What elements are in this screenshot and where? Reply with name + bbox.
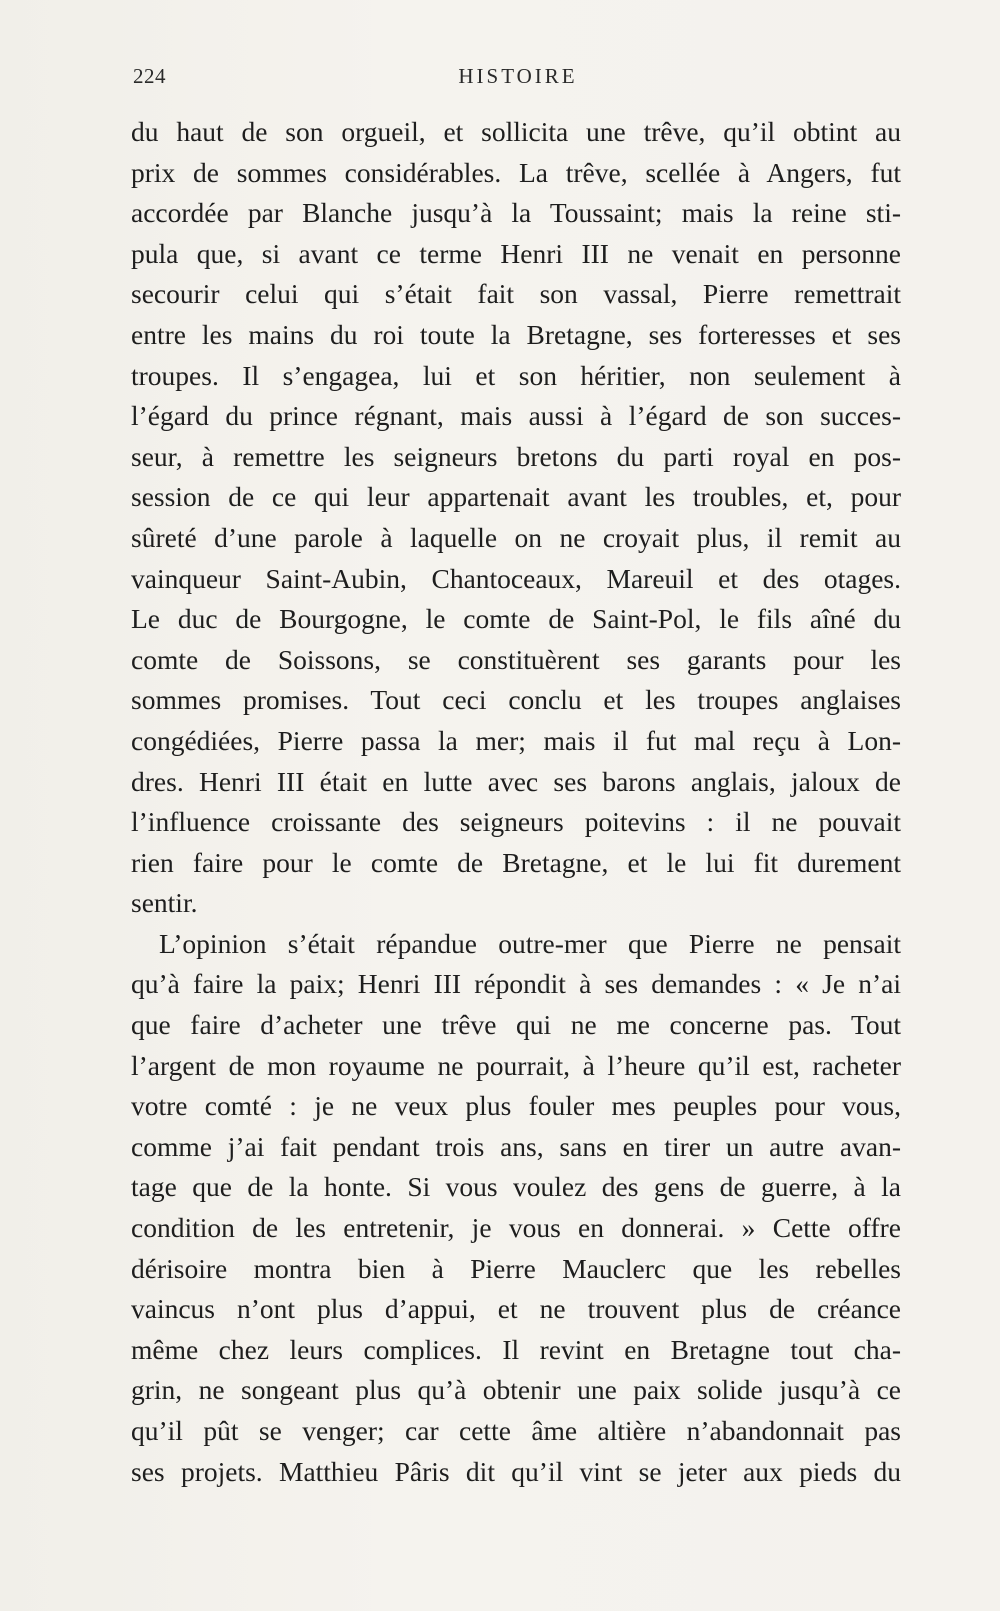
running-head — [133, 64, 903, 94]
text-line: dres. Henri III était en lutte avec ses barons anglais, jaloux de — [131, 765, 901, 797]
text-line: ses projets. Matthieu Pâris dit qu’il vint se jeter aux pieds du — [131, 1455, 901, 1487]
text-line: Le duc de Bourgogne, le comte de Saint-Pol, le fils aîné du — [131, 603, 901, 635]
text-line: session de ce qui leur appartenait avant les troubles, et, pour — [131, 481, 901, 513]
text-line: grin, ne songeant plus qu’à obtenir une paix solide jusqu’à ce — [131, 1374, 901, 1406]
text-line: même chez leurs complices. Il revint en Bretagne tout cha- — [131, 1333, 901, 1365]
running-title: HISTOIRE — [458, 64, 578, 88]
text-line: vaincus n’ont plus d’appui, et ne trouvent plus de créance — [131, 1293, 901, 1325]
text-line: du haut de son orgueil, et sollicita une trêve, qu’il obtint au — [131, 116, 901, 147]
text-line: accordée par Blanche jusqu’à la Toussaint; mais la reine sti- — [131, 197, 901, 229]
body-text — [131, 112, 901, 1492]
text-line: congédiées, Pierre passa la mer; mais il fut mal reçu à Lon- — [131, 724, 901, 756]
text-line: L’opinion s’était répandue outre-mer que Pierre ne pensait — [159, 927, 901, 959]
page-number: 224 — [133, 64, 166, 88]
text-line: dérisoire montra bien à Pierre Mauclerc que les rebelles — [131, 1252, 901, 1284]
text-line: prix de sommes considérables. La trêve, scellée à Angers, fut — [131, 156, 901, 188]
text-line: sommes promises. Tout ceci conclu et les troupes anglaises — [131, 684, 901, 716]
text-line: condition de les entretenir, je vous en donnerai. » Cette offre — [131, 1212, 901, 1244]
text-line: votre comté : je ne veux plus fouler mes peuples pour vous, — [131, 1090, 901, 1122]
text-line: secourir celui qui s’était fait son vassal, Pierre remettrait — [131, 278, 901, 310]
text-line: pula que, si avant ce terme Henri III ne venait en personne — [131, 237, 901, 269]
text-line: rien faire pour le comte de Bretagne, et le lui fit durement — [131, 846, 901, 878]
text-line: vainqueur Saint-Aubin, Chantoceaux, Mareuil et des otages. — [131, 562, 901, 594]
text-line: qu’il pût se venger; car cette âme altière n’abandonnait pas — [131, 1415, 901, 1446]
text-line: troupes. Il s’engagea, lui et son héritier, non seulement à — [131, 359, 901, 391]
text-line: sentir. — [131, 887, 198, 919]
text-line: comme j’ai fait pendant trois ans, sans en tirer un autre avan- — [131, 1130, 901, 1162]
text-line: qu’à faire la paix; Henri III répondit à ses demandes : « Je n’ai — [131, 968, 901, 1000]
text-line: que faire d’acheter une trêve qui ne me concerne pas. Tout — [131, 1009, 901, 1041]
text-line: l’argent de mon royaume ne pourrait, à l’heure qu’il est, racheter — [131, 1049, 901, 1081]
text-line: entre les mains du roi toute la Bretagne, ses forteresses et ses — [131, 318, 901, 350]
text-line: seur, à remettre les seigneurs bretons du parti royal en pos- — [131, 440, 901, 472]
text-line: sûreté d’une parole à laquelle on ne croyait plus, il remit au — [131, 521, 901, 553]
text-line: tage que de la honte. Si vous voulez des gens de guerre, à la — [131, 1171, 901, 1203]
text-line: comte de Soissons, se constituèrent ses garants pour les — [131, 643, 901, 675]
text-line: l’égard du prince régnant, mais aussi à l’égard de son succes- — [131, 400, 901, 432]
text-line: l’influence croissante des seigneurs poitevins : il ne pouvait — [131, 806, 901, 838]
